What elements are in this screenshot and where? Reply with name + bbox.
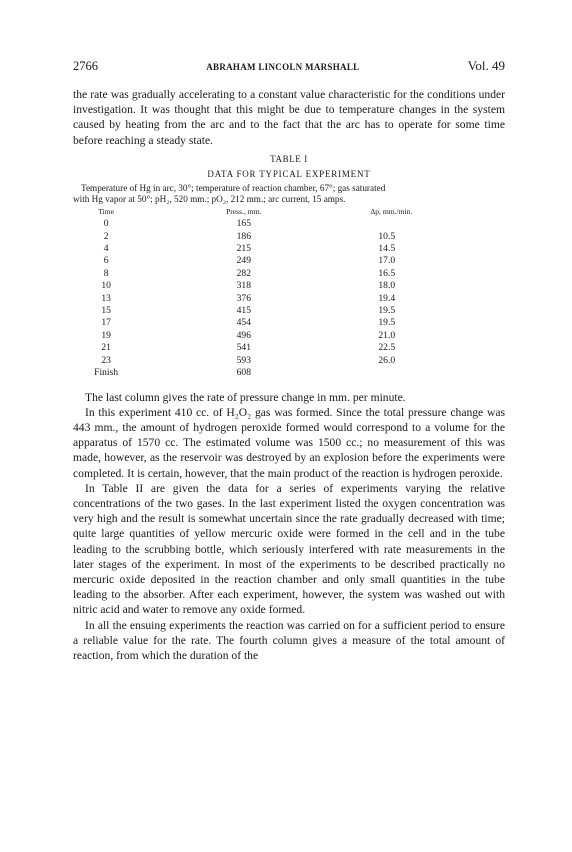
cell-time: 21 bbox=[101, 342, 111, 354]
cell-rate: 14.5 bbox=[378, 243, 396, 255]
cell-rate: 26.0 bbox=[378, 354, 396, 366]
cell-rate: 21.0 bbox=[378, 329, 396, 341]
table-row bbox=[73, 342, 505, 354]
cell-pressure: 282 bbox=[236, 267, 251, 279]
cell-pressure: 318 bbox=[236, 280, 251, 292]
volume-label: Vol. 49 bbox=[467, 58, 505, 73]
cell-pressure: 376 bbox=[236, 292, 251, 304]
cell-time: 23 bbox=[101, 354, 111, 366]
table-row bbox=[73, 231, 505, 243]
table-row bbox=[73, 280, 505, 292]
column-header-rate: Δp, mm./min. bbox=[370, 206, 413, 216]
table-row bbox=[73, 355, 505, 367]
paragraph-4: In Table II are given the data for a series of experiments varying the relative concentrations of the two gases. In the last experiment listed the oxygen concentration was very high and the result is somewhat uncertain since the rate gradually decreased with time; quite large quantities of yellow mercuric oxide were formed in the cell and in the tube leading to the scrubbing bottle, which seriously interfered with rate measurements in the later stages of the experiment. In most of the experiments to be described practically no mercuric oxide deposited in the reaction chamber and only small quantities in the tube leading to the absorber. After each experiment, however, the system was washed out with nitric acid and water to remove any oxide formed. bbox=[73, 481, 505, 617]
cell-rate: 19.5 bbox=[378, 317, 396, 329]
cell-rate: 18.0 bbox=[378, 280, 396, 292]
table-row bbox=[73, 243, 505, 255]
cell-rate: 10.5 bbox=[378, 230, 396, 242]
cell-pressure: 186 bbox=[236, 230, 251, 242]
cell-pressure: 249 bbox=[236, 255, 251, 267]
paragraph-3: In this experiment 410 cc. of H₂O₂ gas was formed. Since the total pressure change was 443 mm., the amount of hydrogen peroxide formed would correspond to a volume for the apparatus of 1570 cc. The estimated volume was 1500 cc.; no measurement of this was made, however, as the reservoir was destroyed by an explosion before the experiments were completed. It is certain, however, that the main product of the reaction is hydrogen peroxide. bbox=[73, 405, 505, 480]
table-row bbox=[73, 305, 505, 317]
cell-rate bbox=[348, 218, 505, 230]
cell-pressure: 541 bbox=[236, 342, 251, 354]
running-head-author: ABRAHAM LINCOLN MARSHALL bbox=[206, 62, 360, 72]
conditions-line-1: Temperature of Hg in arc, 30°; temperature of reaction chamber, 67°; gas saturated bbox=[81, 182, 386, 193]
cell-rate: 19.4 bbox=[378, 292, 396, 304]
cell-pressure: 608 bbox=[236, 367, 251, 379]
cell-rate: 19.5 bbox=[378, 305, 396, 317]
column-header-pressure: Press., mm. bbox=[226, 206, 262, 216]
conditions-line-2: with Hg vapor at 50°; pH₂, 520 mm.; pO₂, 212 mm.; arc current, 15 amps. bbox=[73, 193, 346, 204]
table-title: DATA FOR TYPICAL EXPERIMENT bbox=[207, 168, 371, 179]
cell-time: 19 bbox=[101, 329, 111, 341]
cell-rate: 22.5 bbox=[378, 342, 396, 354]
table-row bbox=[73, 218, 505, 230]
cell-rate bbox=[348, 367, 505, 379]
table-conditions bbox=[73, 183, 505, 205]
cell-rate: 16.5 bbox=[378, 267, 396, 279]
cell-time: 10 bbox=[101, 280, 111, 292]
table-row bbox=[73, 293, 505, 305]
cell-pressure: 454 bbox=[236, 317, 251, 329]
table-row bbox=[73, 317, 505, 329]
cell-rate: 17.0 bbox=[378, 255, 396, 267]
cell-time: 15 bbox=[101, 305, 111, 317]
table-row bbox=[73, 255, 505, 267]
cell-pressure: 165 bbox=[236, 218, 251, 230]
table-row bbox=[73, 367, 505, 379]
table-caption: TABLE I bbox=[270, 153, 308, 164]
cell-time: 13 bbox=[101, 292, 111, 304]
cell-time: 17 bbox=[101, 317, 111, 329]
table-header-row bbox=[73, 206, 505, 218]
journal-page bbox=[73, 58, 505, 663]
cell-time: 0 bbox=[103, 218, 109, 230]
cell-pressure: 496 bbox=[236, 329, 251, 341]
data-table bbox=[73, 206, 505, 380]
cell-time: 6 bbox=[103, 255, 109, 267]
cell-pressure: 593 bbox=[236, 354, 251, 366]
cell-time: 4 bbox=[103, 243, 109, 255]
running-head bbox=[73, 58, 505, 74]
table-row bbox=[73, 330, 505, 342]
table-row bbox=[73, 268, 505, 280]
paragraph-2: The last column gives the rate of pressure change in mm. per minute. bbox=[85, 390, 406, 404]
cell-pressure: 415 bbox=[236, 305, 251, 317]
column-header-time: Time bbox=[98, 206, 114, 216]
cell-time: Finish bbox=[94, 367, 119, 379]
cell-time: 2 bbox=[103, 230, 109, 242]
cell-pressure: 215 bbox=[236, 243, 251, 255]
page-number: 2766 bbox=[73, 59, 98, 73]
paragraph-1: the rate was gradually accelerating to a constant value characteristic for the conditions under investigation. It was thought that this might be due to temperature changes in the system caused by heating from the arc and to the fact that the arc has to operate for some time before reaching a steady state. bbox=[73, 88, 505, 147]
paragraph-5: In all the ensuing experiments the reaction was carried on for a sufficient period to ensure a reliable value for the rate. The fourth column gives a measure of the total amount of reaction, from which the duration of the bbox=[73, 618, 505, 662]
cell-time: 8 bbox=[103, 267, 109, 279]
